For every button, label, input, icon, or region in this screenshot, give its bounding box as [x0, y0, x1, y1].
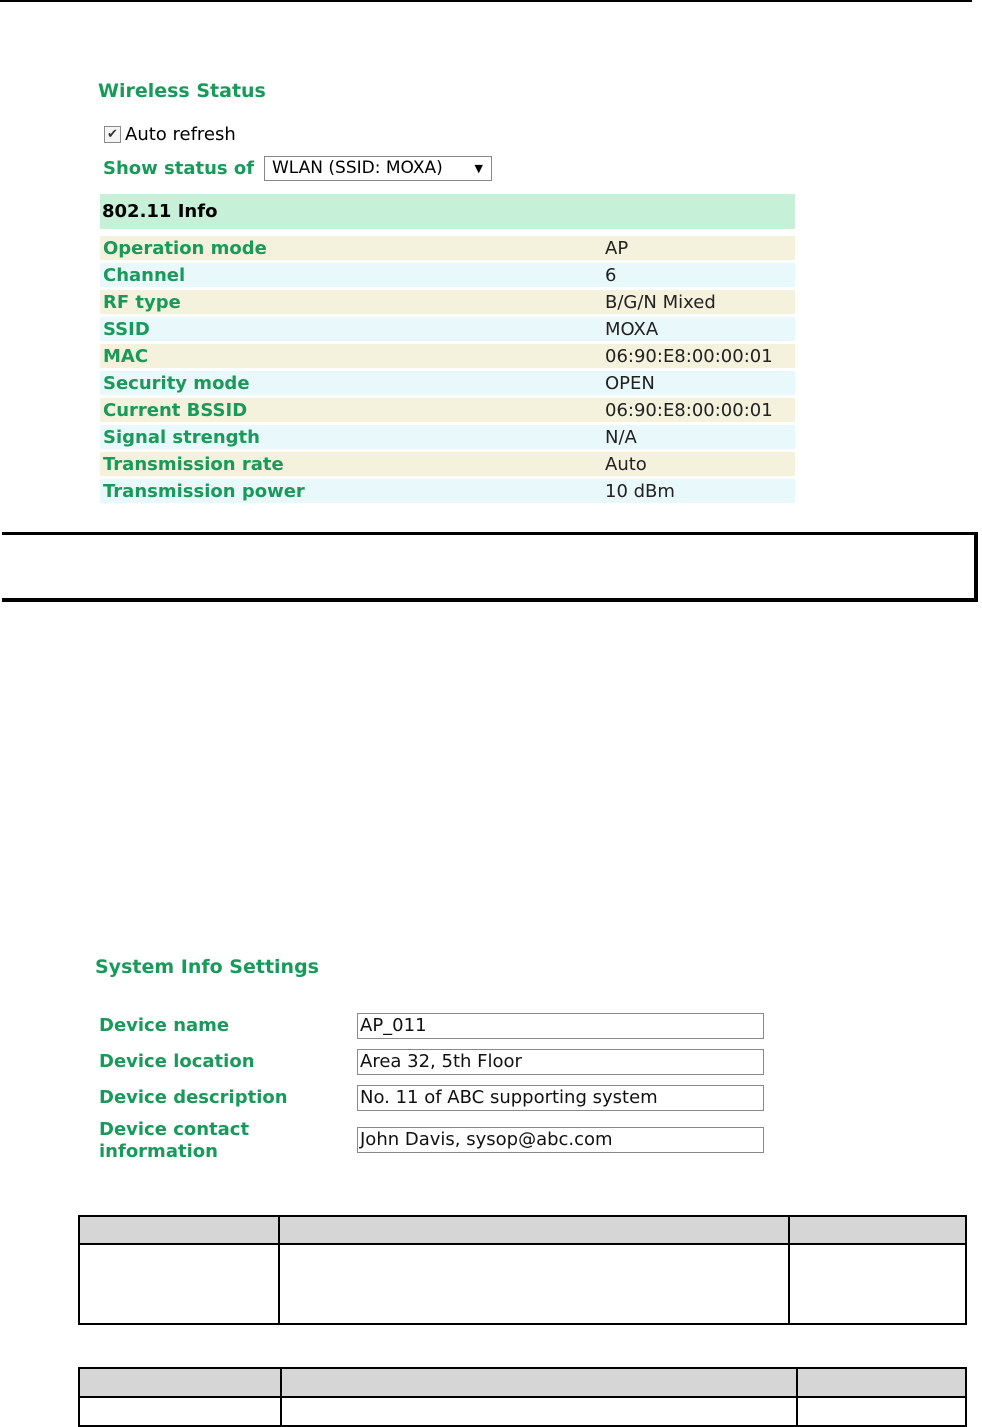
- checkmark-icon: ✔: [107, 127, 118, 142]
- table-cell: [279, 1244, 789, 1324]
- device-location-input[interactable]: Area 32, 5th Floor: [357, 1049, 764, 1075]
- info-header: 802.11 Info: [100, 194, 795, 229]
- table-cell: [789, 1216, 966, 1244]
- device-description-label: Device description: [99, 1087, 288, 1108]
- row-value: 06:90:E8:00:00:01: [601, 344, 795, 368]
- table-cell: [79, 1244, 279, 1324]
- triangle-down-icon: ▼: [474, 162, 483, 175]
- row-label: Operation mode: [100, 236, 601, 260]
- device-location-label: Device location: [99, 1051, 255, 1072]
- row-label: Transmission power: [100, 479, 601, 503]
- table-row: [100, 236, 795, 260]
- device-contact-input[interactable]: John Davis, sysop@abc.com: [357, 1127, 764, 1153]
- table-cell: [797, 1368, 966, 1397]
- table-row: [79, 1244, 966, 1324]
- device-name-input[interactable]: AP_011: [357, 1013, 764, 1039]
- table-cell: [279, 1216, 789, 1244]
- row-value: 6: [601, 263, 795, 287]
- row-label: RF type: [100, 290, 601, 314]
- table-cell: [789, 1244, 966, 1324]
- auto-refresh-label: Auto refresh: [125, 124, 236, 145]
- row-value: MOXA: [601, 317, 795, 341]
- note-box: [2, 532, 978, 602]
- row-label: Channel: [100, 263, 601, 287]
- table-row: [100, 452, 795, 476]
- row-value: AP: [601, 236, 795, 260]
- blank-table-2: [78, 1367, 967, 1427]
- auto-refresh-control[interactable]: [104, 124, 236, 145]
- row-label: Security mode: [100, 371, 601, 395]
- wireless-status-title: Wireless Status: [98, 80, 266, 102]
- table-header-row: [79, 1368, 966, 1397]
- row-label: SSID: [100, 317, 601, 341]
- table-cell: [79, 1397, 281, 1426]
- table-cell: [797, 1397, 966, 1426]
- show-status-label: Show status of: [103, 158, 255, 179]
- device-description-input[interactable]: No. 11 of ABC supporting system: [357, 1085, 764, 1111]
- table-row: [100, 479, 795, 503]
- table-row: [79, 1397, 966, 1426]
- show-status-selected-value: WLAN (SSID: MOXA): [272, 158, 443, 178]
- table-row: [100, 344, 795, 368]
- table-cell: [281, 1397, 797, 1426]
- system-info-title: System Info Settings: [95, 956, 319, 978]
- device-contact-label: Device contact information: [99, 1119, 250, 1162]
- table-cell: [79, 1368, 281, 1397]
- row-label: Signal strength: [100, 425, 601, 449]
- table-header-row: [79, 1216, 966, 1244]
- row-value: 10 dBm: [601, 479, 795, 503]
- table-row: [100, 371, 795, 395]
- show-status-select[interactable]: [264, 156, 492, 181]
- row-value: 06:90:E8:00:00:01: [601, 398, 795, 422]
- table-row: [100, 290, 795, 314]
- row-label: MAC: [100, 344, 601, 368]
- auto-refresh-checkbox[interactable]: [104, 126, 121, 143]
- row-value: Auto: [601, 452, 795, 476]
- row-label: Transmission rate: [100, 452, 601, 476]
- row-label: Current BSSID: [100, 398, 601, 422]
- wireless-info-table: [100, 233, 795, 506]
- row-value: N/A: [601, 425, 795, 449]
- table-row: [100, 317, 795, 341]
- table-cell: [281, 1368, 797, 1397]
- table-row: [100, 425, 795, 449]
- table-cell: [79, 1216, 279, 1244]
- blank-table-1: [78, 1215, 967, 1325]
- table-row: [100, 398, 795, 422]
- page-top-rule: [0, 0, 972, 2]
- row-value: B/G/N Mixed: [601, 290, 795, 314]
- table-row: [100, 263, 795, 287]
- row-value: OPEN: [601, 371, 795, 395]
- device-name-label: Device name: [99, 1015, 230, 1036]
